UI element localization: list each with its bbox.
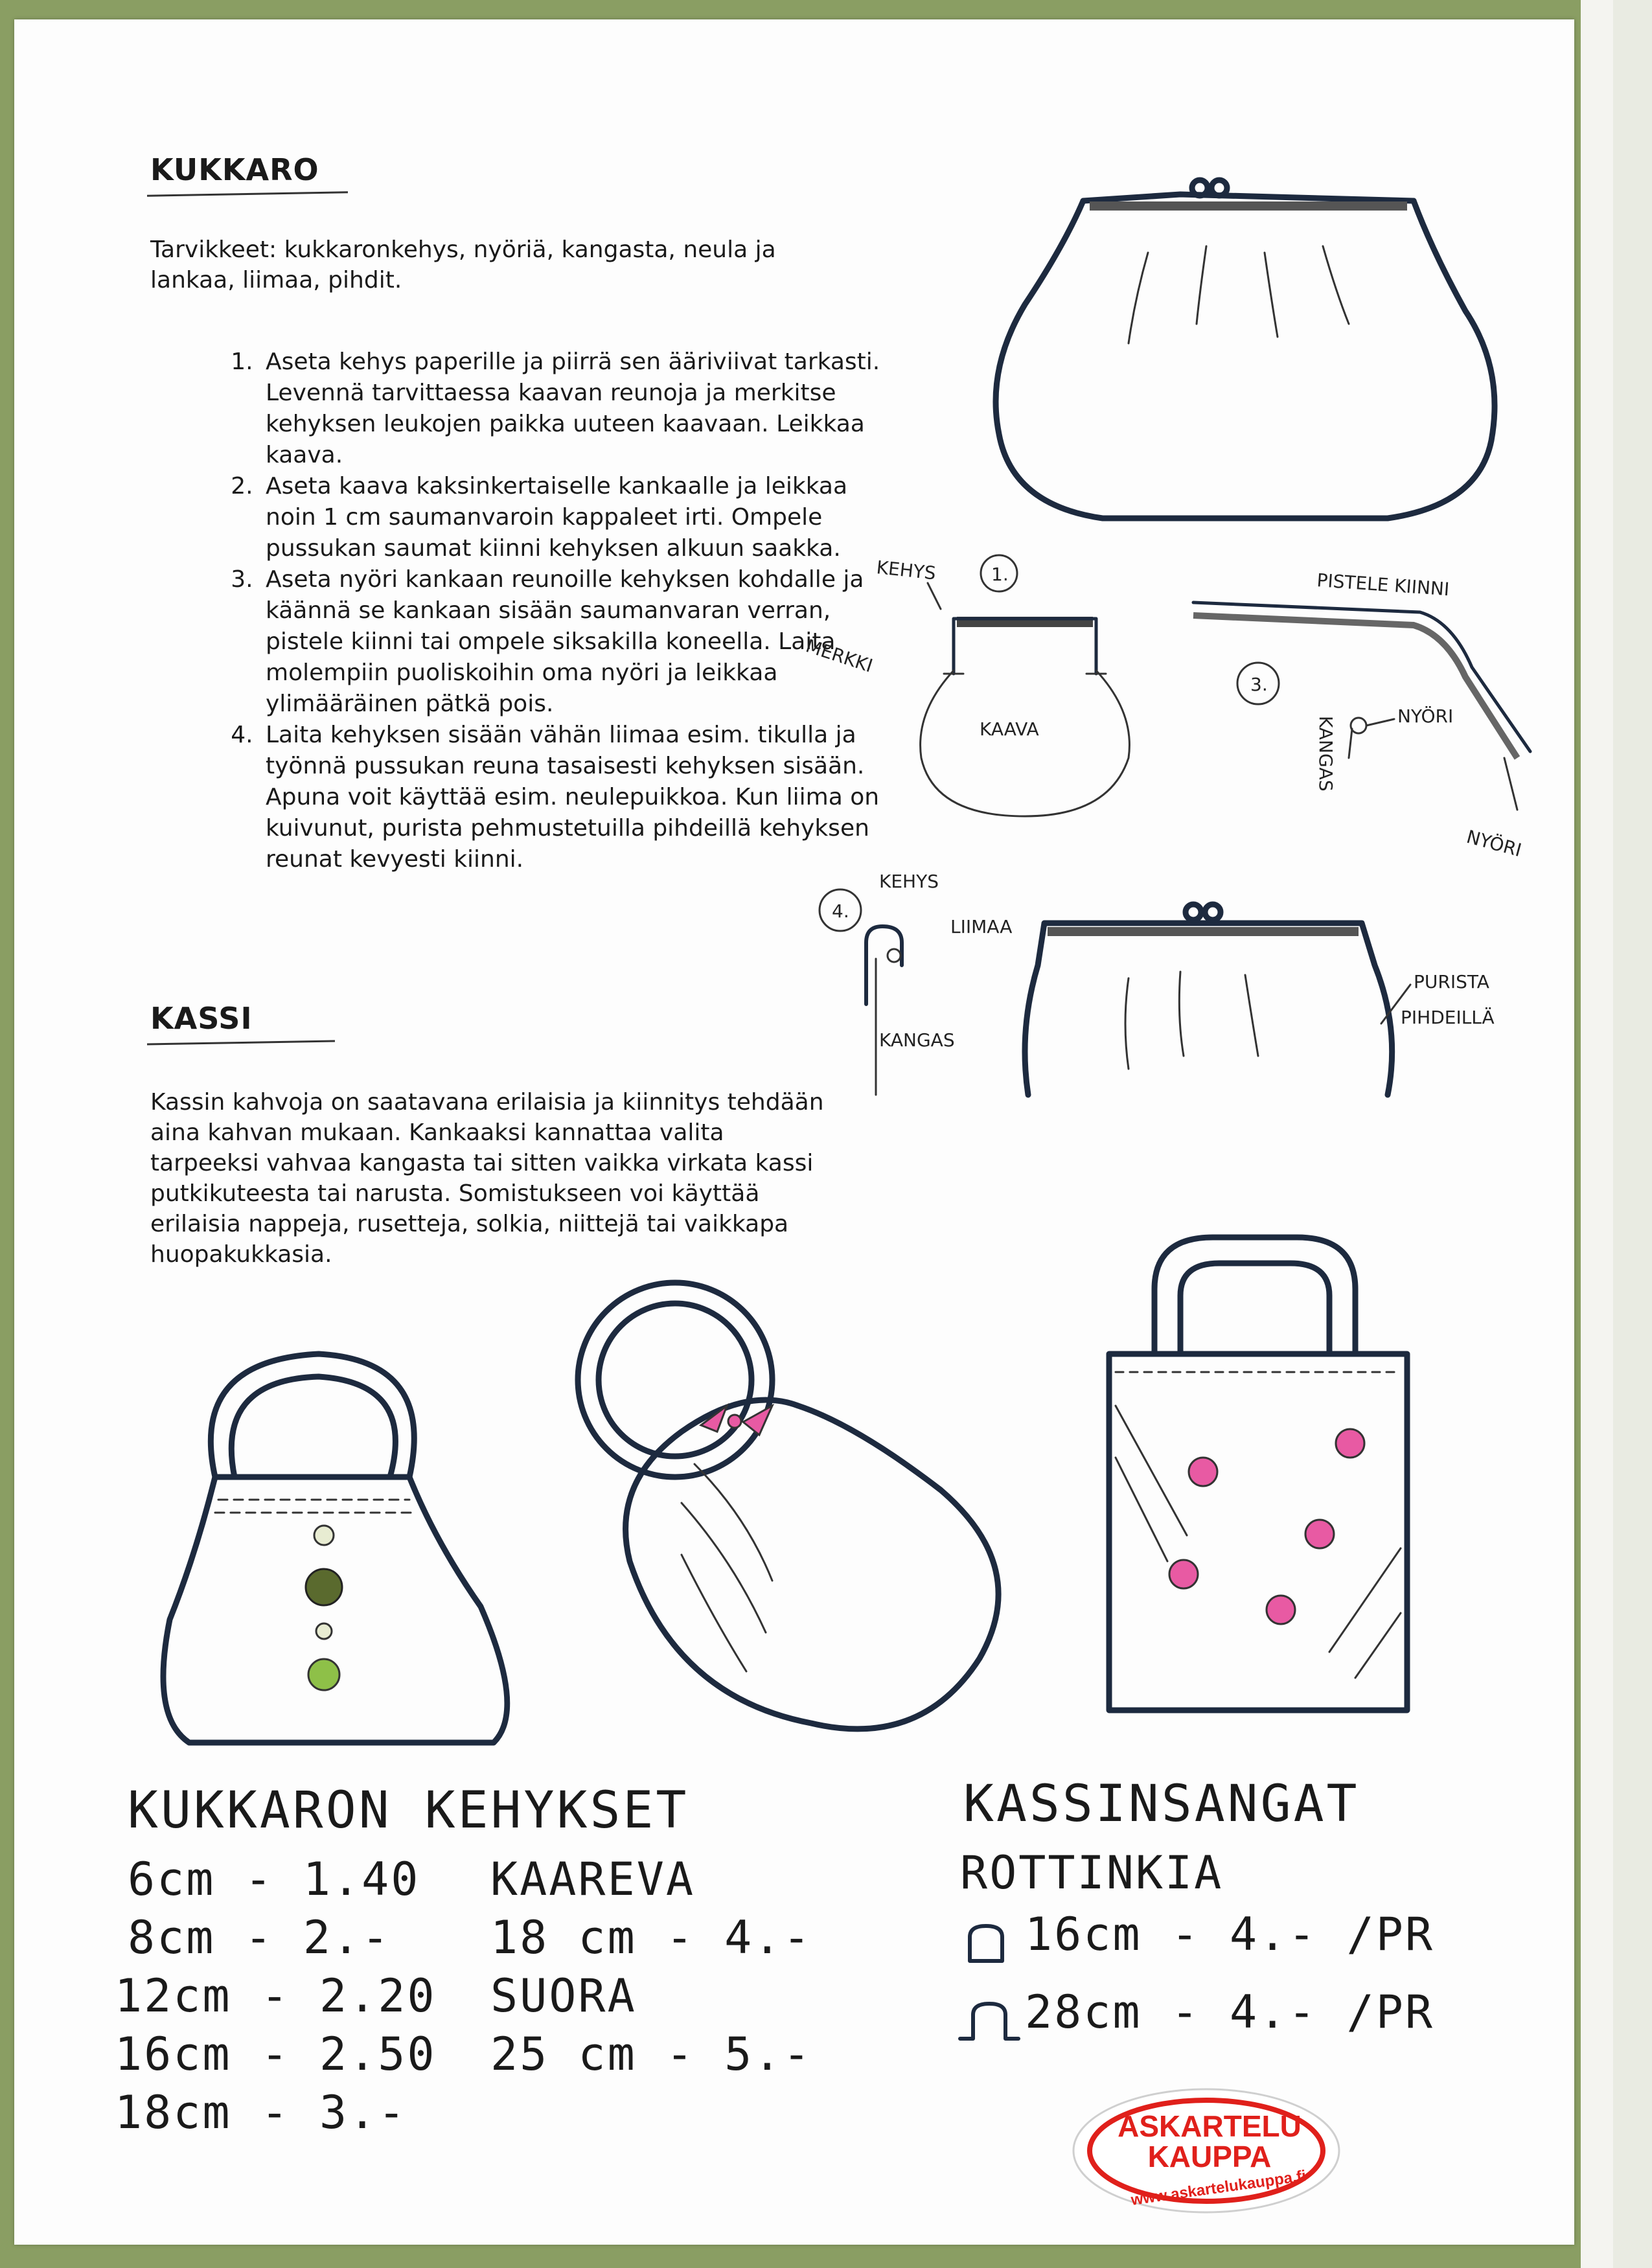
diagram-label: 1.: [991, 564, 1009, 585]
handles-material: ROTTINKIA: [960, 1846, 1224, 1899]
handle-price: 28cm - 4.- /PR: [1025, 1986, 1435, 2039]
diagram-label: PISTELE KIINNI: [1316, 569, 1451, 601]
large-handle-icon: [957, 1999, 1022, 2044]
scan-edge-shade: [1613, 0, 1652, 2268]
askartelukauppa-logo: [1070, 2086, 1342, 2216]
logo-line2: KAUPPA: [1147, 2140, 1272, 2173]
diagram-label: PIHDEILLÄ: [1401, 1007, 1495, 1028]
frame-price: 8cm - 2.-: [128, 1911, 391, 1964]
bag-illustration-flowers: [1083, 1198, 1446, 1756]
diagram-step4: [805, 862, 1550, 1108]
small-handle-icon: [963, 1921, 1009, 1966]
diagram-label: KEHYS: [879, 871, 939, 892]
handles-title: KASSINSANGAT: [963, 1775, 1360, 1833]
diagram-label: LIIMAA: [950, 916, 1013, 937]
diagram-step1: [805, 538, 1193, 842]
bag-illustration-bow: [552, 1270, 1044, 1736]
diagram-label: PURISTA: [1414, 971, 1489, 992]
step-item: 3. Aseta nyöri kankaan reunoille kehyksen kohdalle ja käännä se kankaan sisään saumanvaran verran, pistele kiinni tai ompele siksakilla koneella. Laita molempiin puoliskoihin oma nyöri ja leikkaa ylimääräinen pätkä pois.: [260, 564, 882, 720]
frame-price: 12cm - 2.20: [115, 1969, 437, 2022]
bag-illustration-buttons: [144, 1322, 545, 1762]
logo-line1: ASKARTELU: [1118, 2109, 1302, 2143]
frame-price: 6cm - 1.40: [128, 1853, 420, 1906]
kukkaro-heading-underline: [147, 191, 348, 196]
diagram-label: KANGAS: [1315, 716, 1337, 792]
purse-illustration: [986, 155, 1517, 544]
diagram-label: NYÖRI: [1464, 825, 1524, 862]
frames-title: KUKKARON KEHYKSET: [128, 1781, 689, 1840]
handle-price: 16cm - 4.- /PR: [1025, 1908, 1435, 1961]
kukkaro-supplies: Tarvikkeet: kukkaronkehys, nyöriä, kangasta, neula ja lankaa, liimaa, pihdit.: [150, 236, 776, 293]
diagram-label: KAAVA: [980, 718, 1039, 740]
diagram-label: 4.: [832, 900, 849, 922]
kukkaro-steps: [209, 347, 882, 875]
step-item: 2. Aseta kaava kaksinkertaiselle kankaalle ja leikkaa noin 1 cm saumanvaroin kappaleet irti. Ompele pussukan saumat kiinni kehyksen alkuun saakka.: [260, 471, 882, 564]
diagram-step3: [1180, 538, 1543, 875]
frame-price: 18cm - 3.-: [115, 2086, 407, 2139]
frame-price: 16cm - 2.50: [115, 2028, 437, 2081]
kassi-heading: KASSI: [150, 1001, 253, 1036]
kassi-text: Kassin kahvoja on saatavana erilaisia ja kiinnitys tehdään aina kahvan mukaan. Kankaaksi kannattaa valita tarpeeksi vahvaa kangasta tai sitten vaikka virkata kassi putkikuteesta tai narusta. Somistukseen voi käyttää erilaisia nappeja, rusetteja, solkia, niittejä tai vaikkapa huopakukkasia.: [150, 1089, 824, 1268]
diagram-label: KANGAS: [879, 1029, 955, 1051]
kaareva-price: 18 cm - 4.-: [490, 1911, 812, 1964]
diagram-label: NYÖRI: [1397, 705, 1454, 727]
kassi-heading-underline: [147, 1040, 335, 1045]
kaareva-label: KAAREVA: [490, 1853, 696, 1906]
step-item: 1. Aseta kehys paperille ja piirrä sen ääriviivat tarkasti. Levennä tarvittaessa kaavan reunoja ja merkitse kehyksen leukojen paikka uuteen kaavaan. Leikkaa kaava.: [260, 347, 882, 471]
logo-url: www.askartelukauppa.fi: [1130, 2167, 1307, 2209]
diagram-label: MERKKI: [803, 635, 876, 677]
step-item: 4. Laita kehyksen sisään vähän liimaa esim. tikulla ja työnnä pussukan reuna tasaisesti kehyksen sisään. Apuna voit käyttää esim. neulepuikkoa. Kun liima on kuivunut, purista pehmustetuilla pihdeillä kehyksen reunat kevyesti kiinni.: [260, 720, 882, 875]
suora-price: 25 cm - 5.-: [490, 2028, 812, 2081]
diagram-label: 3.: [1250, 674, 1268, 695]
suora-label: SUORA: [490, 1969, 637, 2022]
kukkaro-heading: KUKKARO: [150, 152, 319, 187]
diagram-label: KEHYS: [875, 556, 937, 584]
paper-sheet: [14, 19, 1574, 2245]
